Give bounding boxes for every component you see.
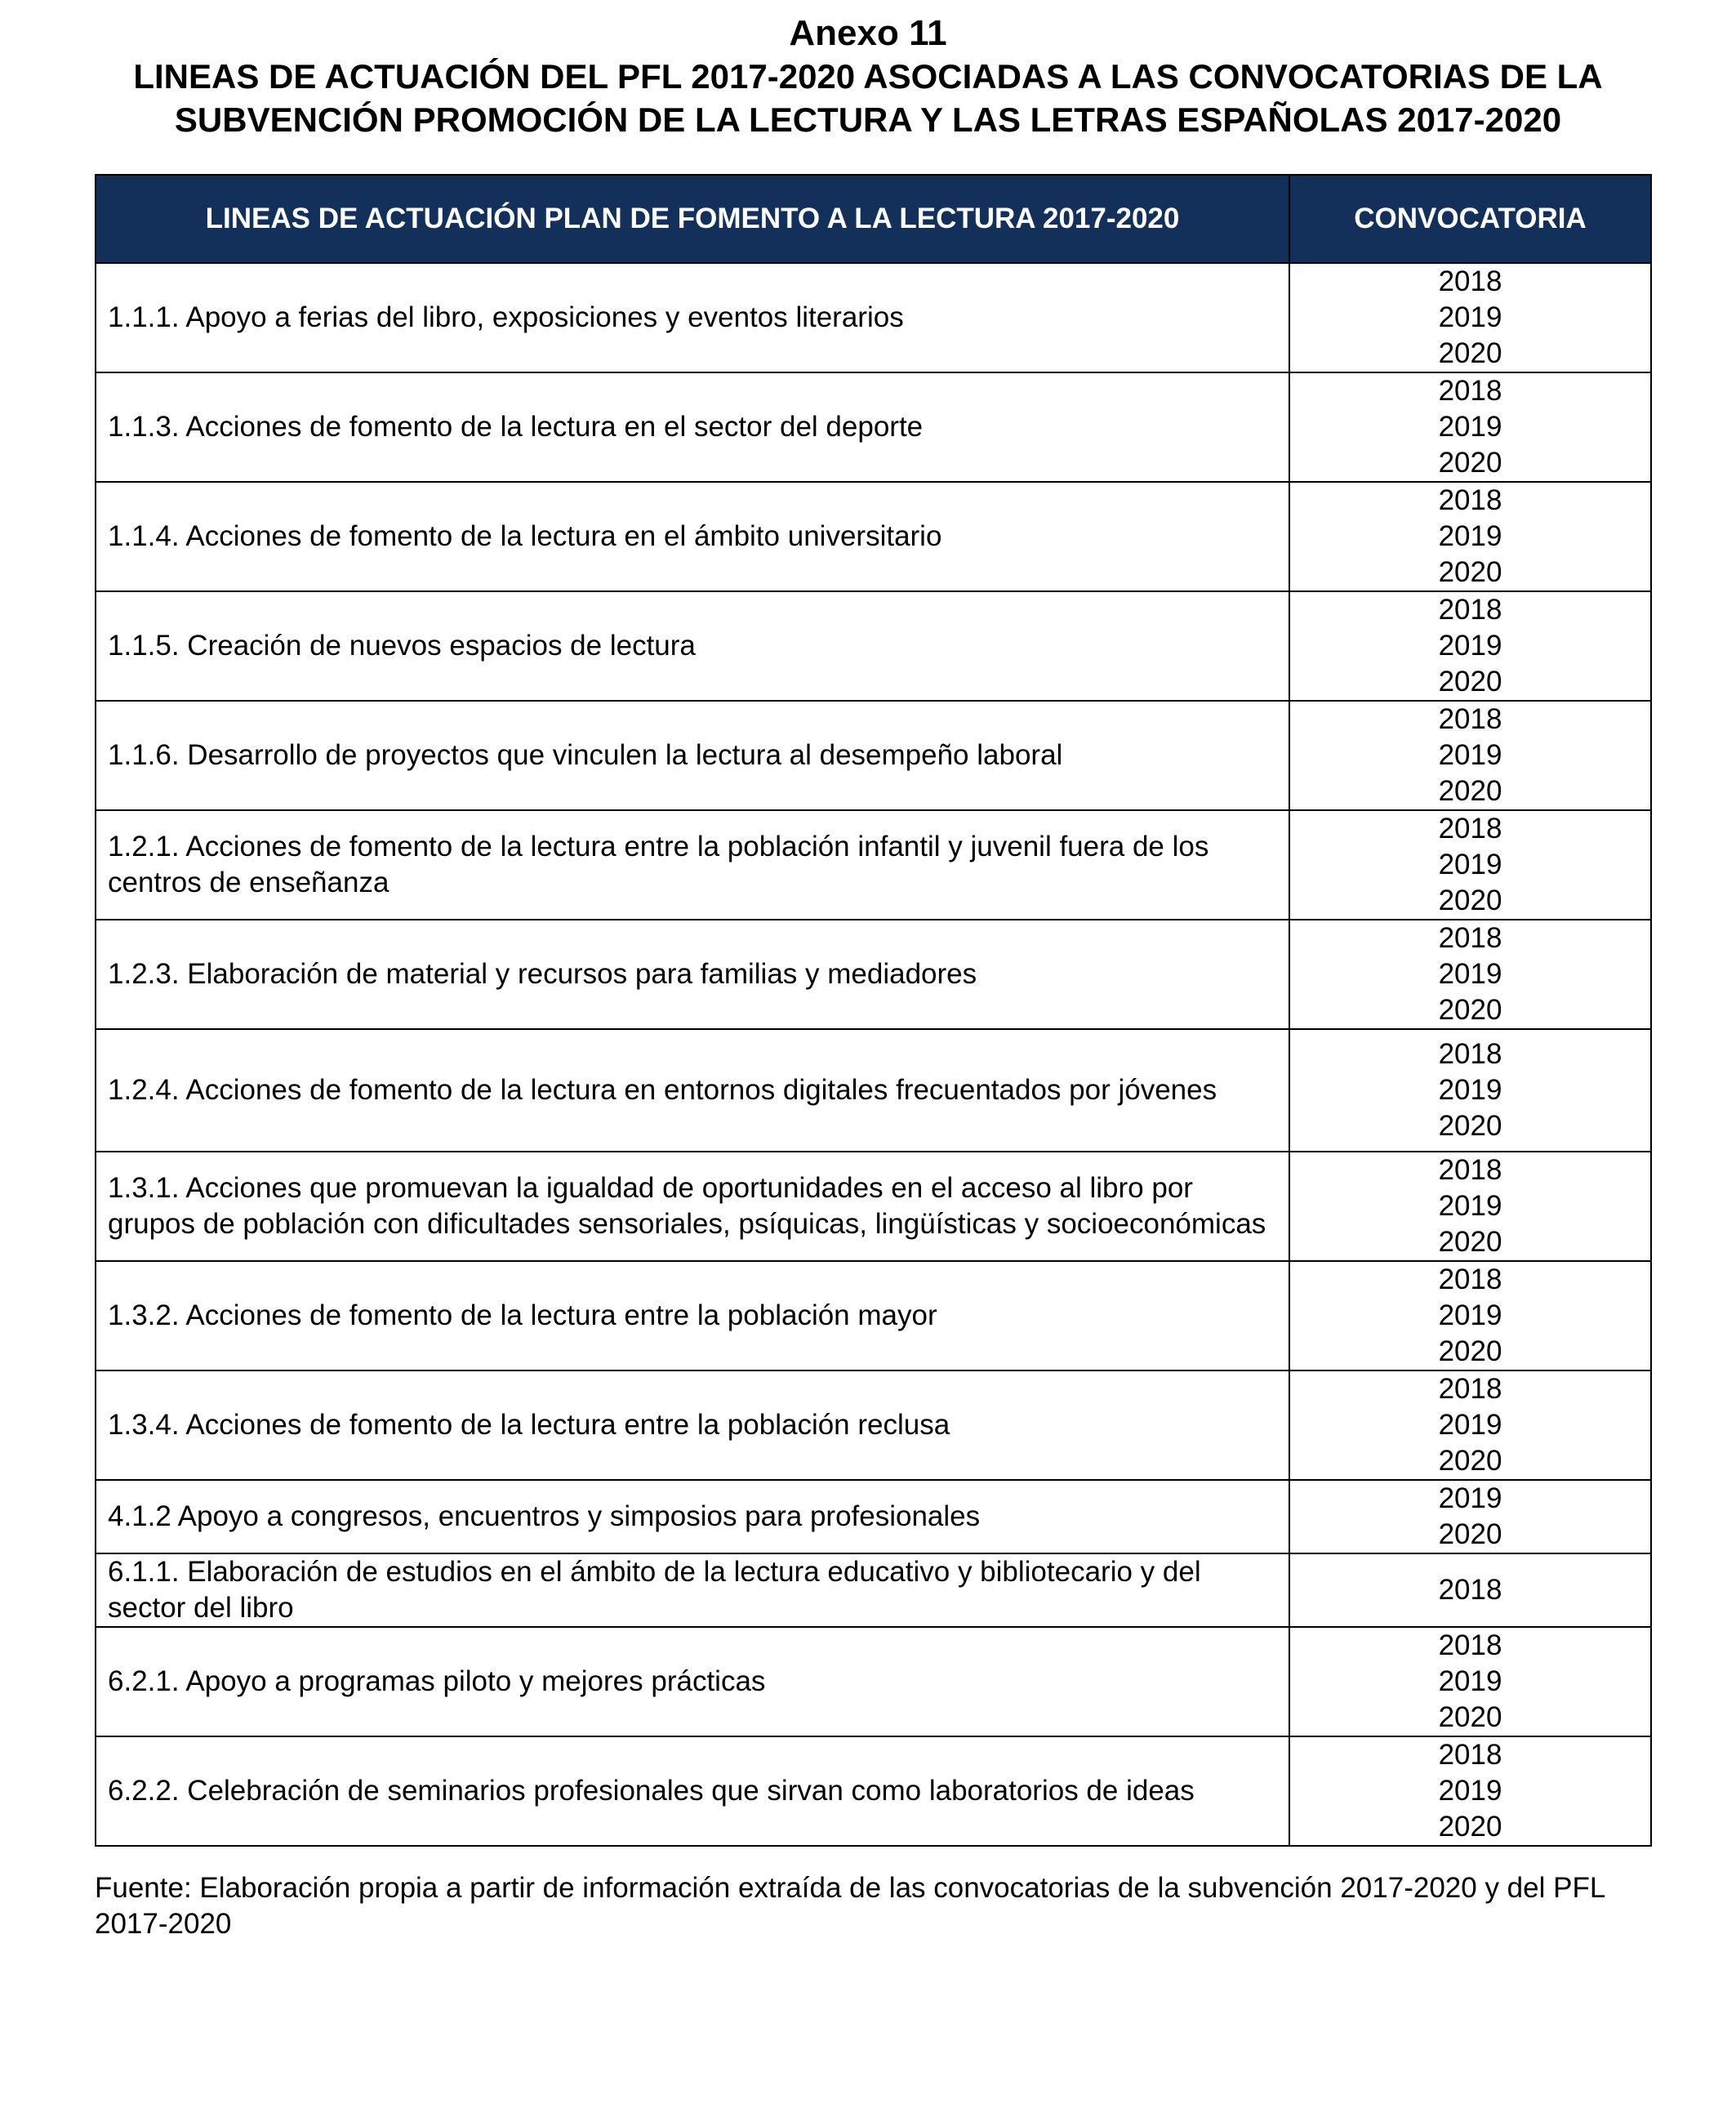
convocatoria-year: 2019 — [1438, 1409, 1502, 1441]
convocatoria-year: 2019 — [1438, 1299, 1502, 1331]
convocatoria-year: 2020 — [1438, 1335, 1502, 1367]
table-row — [96, 701, 1651, 810]
convocatoria-year: 2018 — [1438, 1739, 1502, 1771]
convocatoria-year: 2019 — [1438, 630, 1502, 662]
convocatoria-year: 2020 — [1438, 1445, 1502, 1477]
convocatoria-year: 2020 — [1438, 994, 1502, 1026]
convocatoria-year: 2019 — [1438, 1074, 1502, 1106]
convocatoria-year: 2020 — [1438, 1226, 1502, 1258]
actuation-line-cell: 1.3.1. Acciones que promuevan la igualdad de oportunidades en el acceso al libro por grupos de población con dificultades sensoriales, psíquicas, lingüísticas y socioeconómicas — [96, 1152, 1289, 1261]
actuation-line-cell: 6.2.2. Celebración de seminarios profesionales que sirvan como laboratorios de ideas — [96, 1736, 1289, 1846]
convocatoria-year: 2019 — [1438, 1775, 1502, 1807]
actuation-line-cell: 6.2.1. Apoyo a programas piloto y mejores prácticas — [96, 1627, 1289, 1736]
convocatoria-cell — [1289, 372, 1651, 482]
convocatoria-year: 2018 — [1438, 813, 1502, 845]
table-row — [96, 372, 1651, 482]
convocatoria-year: 2020 — [1438, 885, 1502, 916]
annex-label: Anexo 11 — [789, 13, 947, 53]
actuation-line-cell: 4.1.2 Apoyo a congresos, encuentros y simposios para profesionales — [96, 1480, 1289, 1553]
convocatoria-year: 2019 — [1438, 958, 1502, 990]
convocatoria-year: 2018 — [1438, 1264, 1502, 1295]
convocatoria-year: 2020 — [1438, 1110, 1502, 1142]
table-row — [96, 1627, 1651, 1736]
actuation-line-cell: 1.1.4. Acciones de fomento de la lectura en el ámbito universitario — [96, 482, 1289, 591]
convocatoria-year: 2020 — [1438, 1701, 1502, 1733]
convocatoria-year: 2018 — [1438, 1154, 1502, 1186]
convocatoria-year: 2020 — [1438, 447, 1502, 479]
convocatoria-cell — [1289, 1152, 1651, 1261]
convocatoria-year: 2020 — [1438, 1518, 1502, 1550]
convocatoria-year: 2018 — [1438, 375, 1502, 407]
convocatoria-year: 2019 — [1438, 520, 1502, 552]
actuation-lines-table — [95, 174, 1652, 1847]
actuation-line-cell: 1.3.2. Acciones de fomento de la lectura entre la población mayor — [96, 1261, 1289, 1370]
column-header-convocatoria: CONVOCATORIA — [1289, 175, 1651, 263]
actuation-line-cell: 1.2.3. Elaboración de material y recursos para familias y mediadores — [96, 920, 1289, 1029]
convocatoria-year: 2018 — [1438, 1629, 1502, 1661]
actuation-line-cell: 1.2.1. Acciones de fomento de la lectura entre la población infantil y juvenil fuera de los centros de enseñanza — [96, 810, 1289, 920]
actuation-line-cell: 1.2.4. Acciones de fomento de la lectura en entornos digitales frecuentados por jóvenes — [96, 1029, 1289, 1152]
table-row — [96, 1480, 1651, 1553]
convocatoria-year: 2020 — [1438, 556, 1502, 588]
convocatoria-year: 2018 — [1438, 484, 1502, 516]
table-body — [96, 263, 1651, 1846]
convocatoria-cell — [1289, 1029, 1651, 1152]
convocatoria-year: 2019 — [1438, 1482, 1502, 1514]
table-row — [96, 591, 1651, 701]
table-row — [96, 920, 1651, 1029]
table-row — [96, 810, 1651, 920]
convocatoria-cell — [1289, 920, 1651, 1029]
convocatoria-year: 2020 — [1438, 775, 1502, 807]
convocatoria-year: 2018 — [1438, 703, 1502, 735]
convocatoria-year: 2019 — [1438, 849, 1502, 880]
table-row — [96, 1029, 1651, 1152]
column-header-lines: LINEAS DE ACTUACIÓN PLAN DE FOMENTO A LA LECTURA 2017-2020 — [96, 175, 1289, 263]
document-title-line-1: LINEAS DE ACTUACIÓN DEL PFL 2017-2020 ASOCIADAS A LAS CONVOCATORIAS DE LA — [133, 57, 1603, 96]
convocatoria-year: 2019 — [1438, 411, 1502, 443]
convocatoria-cell — [1289, 1370, 1651, 1480]
convocatoria-cell — [1289, 810, 1651, 920]
actuation-line-cell: 1.1.6. Desarrollo de proyectos que vinculen la lectura al desempeño laboral — [96, 701, 1289, 810]
convocatoria-year: 2019 — [1438, 1665, 1502, 1697]
source-note: Fuente: Elaboración propia a partir de información extraída de las convocatorias de la subvención 2017-2020 y del PFL 2017-2020 — [95, 1872, 1605, 1940]
convocatoria-year: 2019 — [1438, 739, 1502, 771]
actuation-line-cell: 6.1.1. Elaboración de estudios en el ámbito de la lectura educativo y bibliotecario y del sector del libro — [96, 1553, 1289, 1627]
convocatoria-year: 2018 — [1438, 922, 1502, 954]
convocatoria-year: 2020 — [1438, 337, 1502, 369]
actuation-line-cell: 1.1.5. Creación de nuevos espacios de lectura — [96, 591, 1289, 701]
convocatoria-cell — [1289, 263, 1651, 372]
convocatoria-cell — [1289, 482, 1651, 591]
convocatoria-year: 2018 — [1438, 1574, 1502, 1606]
convocatoria-year: 2018 — [1438, 265, 1502, 297]
convocatoria-year: 2019 — [1438, 1190, 1502, 1222]
convocatoria-year: 2018 — [1438, 594, 1502, 626]
convocatoria-year: 2018 — [1438, 1373, 1502, 1405]
convocatoria-year: 2020 — [1438, 1811, 1502, 1843]
title-block — [0, 11, 1736, 141]
convocatoria-cell — [1289, 1553, 1651, 1627]
convocatoria-year: 2019 — [1438, 301, 1502, 333]
table-row — [96, 1261, 1651, 1370]
convocatoria-cell — [1289, 1736, 1651, 1846]
convocatoria-cell — [1289, 1480, 1651, 1553]
table-row — [96, 1370, 1651, 1480]
table-header-row — [96, 175, 1651, 263]
table-row — [96, 1553, 1651, 1627]
convocatoria-year: 2018 — [1438, 1038, 1502, 1070]
actuation-line-cell: 1.1.3. Acciones de fomento de la lectura en el sector del deporte — [96, 372, 1289, 482]
actuation-line-cell: 1.1.1. Apoyo a ferias del libro, exposiciones y eventos literarios — [96, 263, 1289, 372]
table-row — [96, 1152, 1651, 1261]
convocatoria-year: 2020 — [1438, 666, 1502, 697]
actuation-line-cell: 1.3.4. Acciones de fomento de la lectura entre la población reclusa — [96, 1370, 1289, 1480]
table-row — [96, 482, 1651, 591]
convocatoria-cell — [1289, 1261, 1651, 1370]
convocatoria-cell — [1289, 1627, 1651, 1736]
document-title-line-2: SUBVENCIÓN PROMOCIÓN DE LA LECTURA Y LAS LETRAS ESPAÑOLAS 2017-2020 — [174, 100, 1562, 139]
convocatoria-cell — [1289, 591, 1651, 701]
convocatoria-cell — [1289, 701, 1651, 810]
table-row — [96, 1736, 1651, 1846]
table-row — [96, 263, 1651, 372]
